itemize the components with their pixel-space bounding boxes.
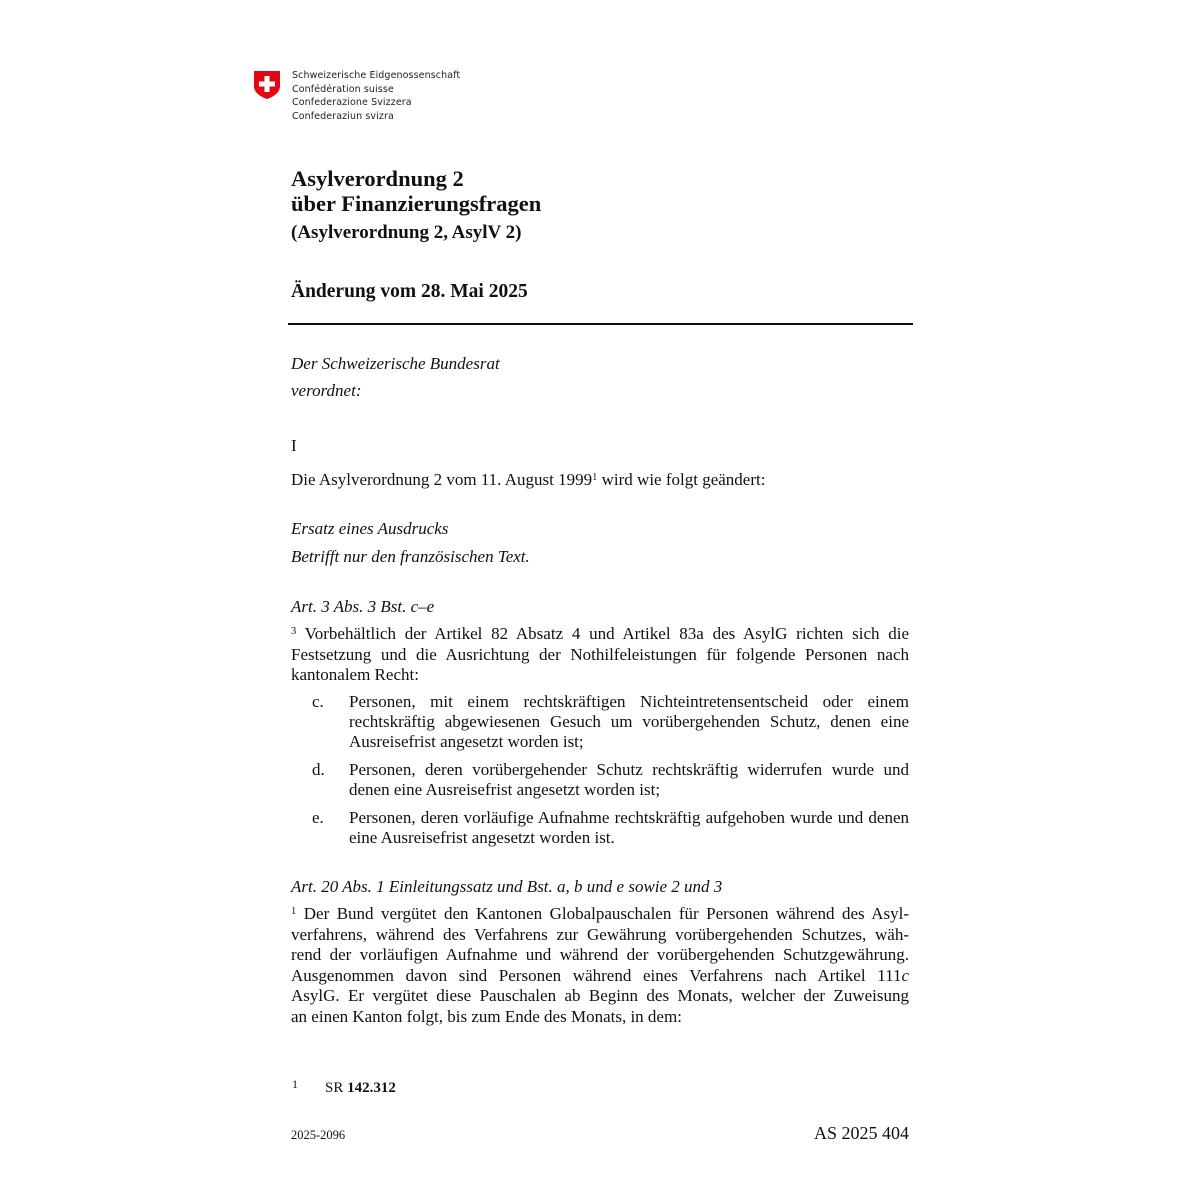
document-number: 2025-2096 — [291, 1128, 346, 1142]
federation-name-rm: Confederaziun svizra — [292, 110, 394, 122]
footnote-text: SR 142.312 — [325, 1080, 396, 1096]
item-label: d. — [312, 760, 325, 779]
replacement-note: Betrifft nur den französischen Text. — [291, 547, 530, 566]
item-text: Personen, deren vorübergehender Schutz rechtskräftig widerrufen wurde und denen eine Ausreisefrist angesetzt worden ist; — [349, 760, 909, 799]
art3-item-c — [291, 692, 909, 752]
art20-paragraph: $^1$ Der Bund vergütet den Kantonen Globalpauschalen für Personen während des Asyl- verfahrens, während des Verfahrens zur Gewährung vorübergehenden Schutzes, wäh- rend der vorläufigen Aufnahme und während der vorübergehenden Schutzgewährung. Ausgenommen davon sind Personen während eines Verfahrens nach Artikel 111c AsylG. Er vergütet diese Pauschalen ab Beginn des Monats, welcher der Zuweisung an einen Kanton folgt, bis zum Ende des Monats, in dem: — [291, 904, 909, 1026]
preamble-decrees: verordnet: — [291, 381, 362, 400]
federation-name-it: Confederazione Svizzera — [292, 97, 412, 108]
federation-name-de: Schweizerische Eidgenossenschaft — [292, 70, 461, 81]
ordinance-title-line1: Asylverordnung 2 — [291, 166, 464, 191]
item-text: Personen, deren vorläufige Aufnahme rechtskräftig aufgehoben wurde und denen eine Ausreisefrist angesetzt worden ist. — [349, 808, 909, 847]
official-compilation-number: AS 2025 404 — [813, 1123, 909, 1143]
swiss-flag-icon — [253, 70, 281, 100]
art3-paragraph: $^3$ Vorbehältlich der Artikel 82 Absatz 4 und Artikel 83a des AsylG richten sich die Festsetzung und die Ausrichtung der Nothilfeleistungen für folgende Personen nach kantonalem Recht: — [291, 624, 909, 684]
art3-heading: Art. 3 Abs. 3 Bst. c–e — [291, 597, 435, 616]
section-number: I — [291, 436, 297, 455]
replacement-heading: Ersatz eines Ausdrucks — [291, 519, 449, 538]
ordinance-short-title: (Asylverordnung 2, AsylV 2) — [291, 222, 522, 243]
footnote-ref: 1 — [592, 472, 598, 483]
federation-name-fr: Confédération suisse — [292, 83, 394, 95]
ordinance-title-line2: über Finanzierungsfragen — [291, 191, 542, 216]
item-label: c. — [312, 692, 324, 711]
amendment-intro: Die Asylverordnung 2 vom 11. August 1999$^1$ wird wie folgt geändert: — [291, 470, 766, 489]
art20-heading: Art. 20 Abs. 1 Einleitungssatz und Bst. a, b und e sowie 2 und 3 — [291, 877, 723, 896]
title-divider — [288, 323, 913, 325]
art3-item-d — [291, 760, 909, 800]
footnote-number: 1 — [292, 1077, 298, 1091]
item-text: Personen, mit einem rechtskräftigen Nichteintretensentscheid oder einem rechtskräftig abgewiesenen Gesuch um vorübergehenden Schutz, denen eine Ausreisefrist angesetzt worden ist; — [349, 692, 909, 751]
item-label: e. — [312, 808, 324, 827]
preamble-authority: Der Schweizerische Bundesrat — [291, 354, 500, 373]
amendment-date: Änderung vom 28. Mai 2025 — [291, 281, 528, 302]
art3-item-e — [291, 808, 909, 848]
